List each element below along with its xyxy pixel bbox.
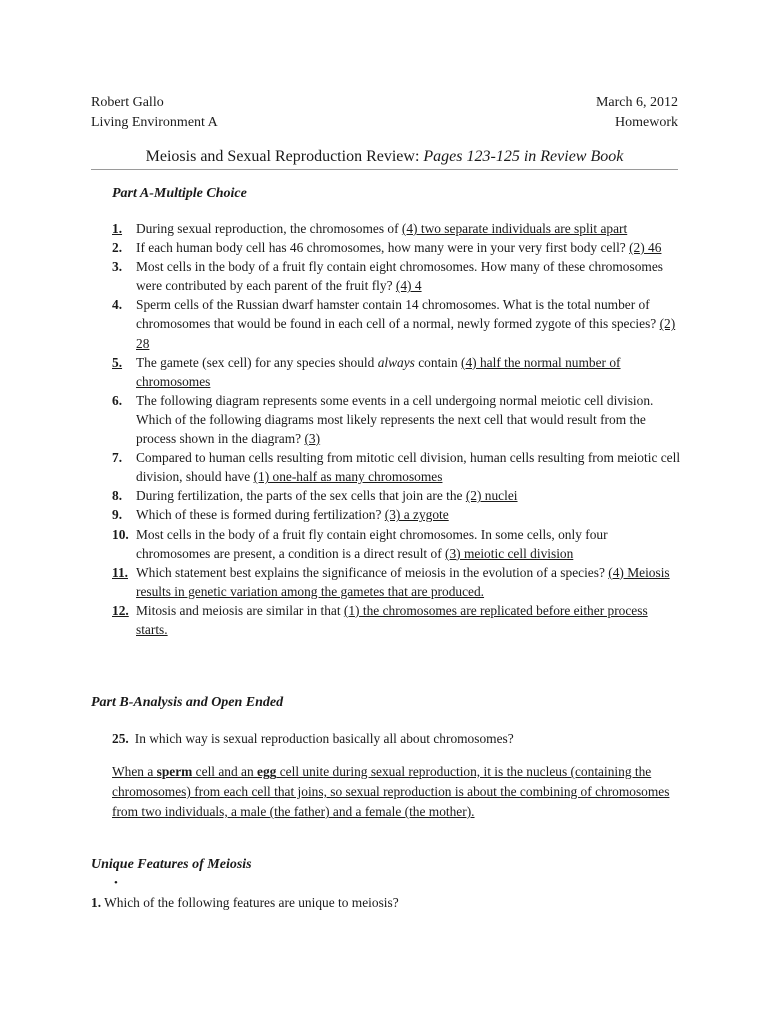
question-text: Compared to human cells resulting from mitotic cell division, human cells resulting from meiotic cell division, should have xyxy=(136,450,681,485)
question-item xyxy=(112,353,682,391)
unique-question-1 xyxy=(91,895,399,911)
question-text: Most cells in the body of a fruit fly contain eight chromosomes. In some cells, only four chromosomes are present, a condition is a direct result of xyxy=(136,526,608,561)
question-text: The gamete (sex cell) for any species should xyxy=(136,354,378,370)
question-item xyxy=(112,219,682,238)
question-number: 1. xyxy=(91,895,102,910)
question-number: 25. xyxy=(112,731,129,746)
part-a-heading: Part A-Multiple Choice xyxy=(112,186,247,201)
question-number: 12. xyxy=(112,602,129,618)
question-number: 3. xyxy=(112,259,123,275)
question-text: During fertilization, the parts of the sex cells that join are the xyxy=(136,488,466,504)
part-b-heading: Part B-Analysis and Open Ended xyxy=(91,695,284,710)
question-emphasis: always xyxy=(377,354,415,370)
question-number: 5. xyxy=(112,354,123,370)
question-answer: (1) one-half as many chromosomes xyxy=(253,469,443,485)
date: March 6, 2012 xyxy=(595,95,678,110)
answer-text: cell unite during sexual reproduction, it is the nucleus (containing the chromosomes) from each cell that joins, so sexual reproduction is about the combining of chromosomes from two individuals, a male (the father) and a female (the mother). xyxy=(112,764,670,819)
question-answer: (3) meiotic cell division xyxy=(445,545,574,561)
question-number: 4. xyxy=(112,297,123,313)
answer-paragraph xyxy=(112,762,672,822)
bullet-point: • xyxy=(114,877,118,889)
title-main: Meiosis and Sexual Reproduction Review: xyxy=(145,148,424,165)
question-answer: (4) half the normal number of chromosomes xyxy=(136,354,621,389)
question-text: Which of the following features are unique to meiosis? xyxy=(101,895,399,910)
question-answer: (2) 46 xyxy=(629,240,662,256)
title-sub: Pages 123-125 in Review Book xyxy=(423,148,624,165)
question-text: If each human body cell has 46 chromosomes, how many were in your very first body cell? xyxy=(136,240,630,256)
answer-bold-sperm: sperm xyxy=(156,764,193,779)
unique-features-heading: Unique Features of Meiosis xyxy=(91,857,252,872)
answer-text: When a xyxy=(112,764,157,779)
question-answer: (4) Meiosis results in genetic variation among the gametes that are produced. xyxy=(136,564,670,599)
question-item xyxy=(112,486,682,505)
question-answer: (3) xyxy=(304,431,321,447)
question-list xyxy=(112,219,682,639)
question-answer: (2) nuclei xyxy=(465,488,518,504)
answer-text: cell and an xyxy=(192,764,258,779)
question-25 xyxy=(112,729,514,748)
page-title xyxy=(91,146,678,170)
question-text: Which statement best explains the significance of meiosis in the evolution of a species? xyxy=(136,564,609,580)
assignment-type: Homework xyxy=(615,115,678,130)
question-number: 6. xyxy=(112,392,123,408)
question-number: 7. xyxy=(112,450,123,466)
question-text: In which way is sexual reproduction basically all about chromosomes? xyxy=(134,731,514,746)
question-text: During sexual reproduction, the chromosomes of xyxy=(136,221,402,236)
question-item xyxy=(112,295,682,352)
course-name: Living Environment A xyxy=(91,115,218,130)
header-left xyxy=(91,93,218,133)
question-number: 11. xyxy=(112,564,128,580)
question-number: 10. xyxy=(112,526,129,542)
student-name: Robert Gallo xyxy=(91,95,164,110)
question-number: 2. xyxy=(112,240,123,256)
question-text: Most cells in the body of a fruit fly contain eight chromosomes. How many of these chromosomes were contributed by each parent of the fruit fly? xyxy=(136,259,663,294)
question-answer: (4) two separate individuals are split apart xyxy=(401,221,628,236)
question-number: 8. xyxy=(112,488,123,504)
question-item xyxy=(112,257,682,295)
question-number: 1. xyxy=(112,221,123,236)
question-text: contain xyxy=(414,354,461,370)
question-text: Which of these is formed during fertilization? xyxy=(136,507,385,523)
question-text: The following diagram represents some events in a cell undergoing normal meiotic cell division. Which of the following diagrams most likely represents the next cell that would result from the process shown in the diagram? xyxy=(136,392,654,447)
question-item xyxy=(112,505,682,524)
question-text: Sperm cells of the Russian dwarf hamster contain 14 chromosomes. What is the total number of chromosomes that would be found in each cell of a normal, newly formed zygote of this species? xyxy=(136,297,660,332)
question-item xyxy=(112,391,682,448)
question-item xyxy=(112,563,682,601)
question-item xyxy=(112,448,682,486)
question-item xyxy=(112,525,682,563)
question-answer: (3) a zygote xyxy=(384,507,449,523)
header-right xyxy=(596,93,678,133)
question-answer: (2) 28 xyxy=(136,316,676,351)
answer-bold-egg: egg xyxy=(257,764,277,779)
question-item xyxy=(112,601,682,639)
question-item xyxy=(112,238,682,257)
question-number: 9. xyxy=(112,507,123,523)
question-answer: (1) the chromosomes are replicated before either process starts. xyxy=(136,602,648,637)
question-text: Mitosis and meiosis are similar in that xyxy=(136,602,344,618)
question-answer: (4) 4 xyxy=(395,278,422,294)
